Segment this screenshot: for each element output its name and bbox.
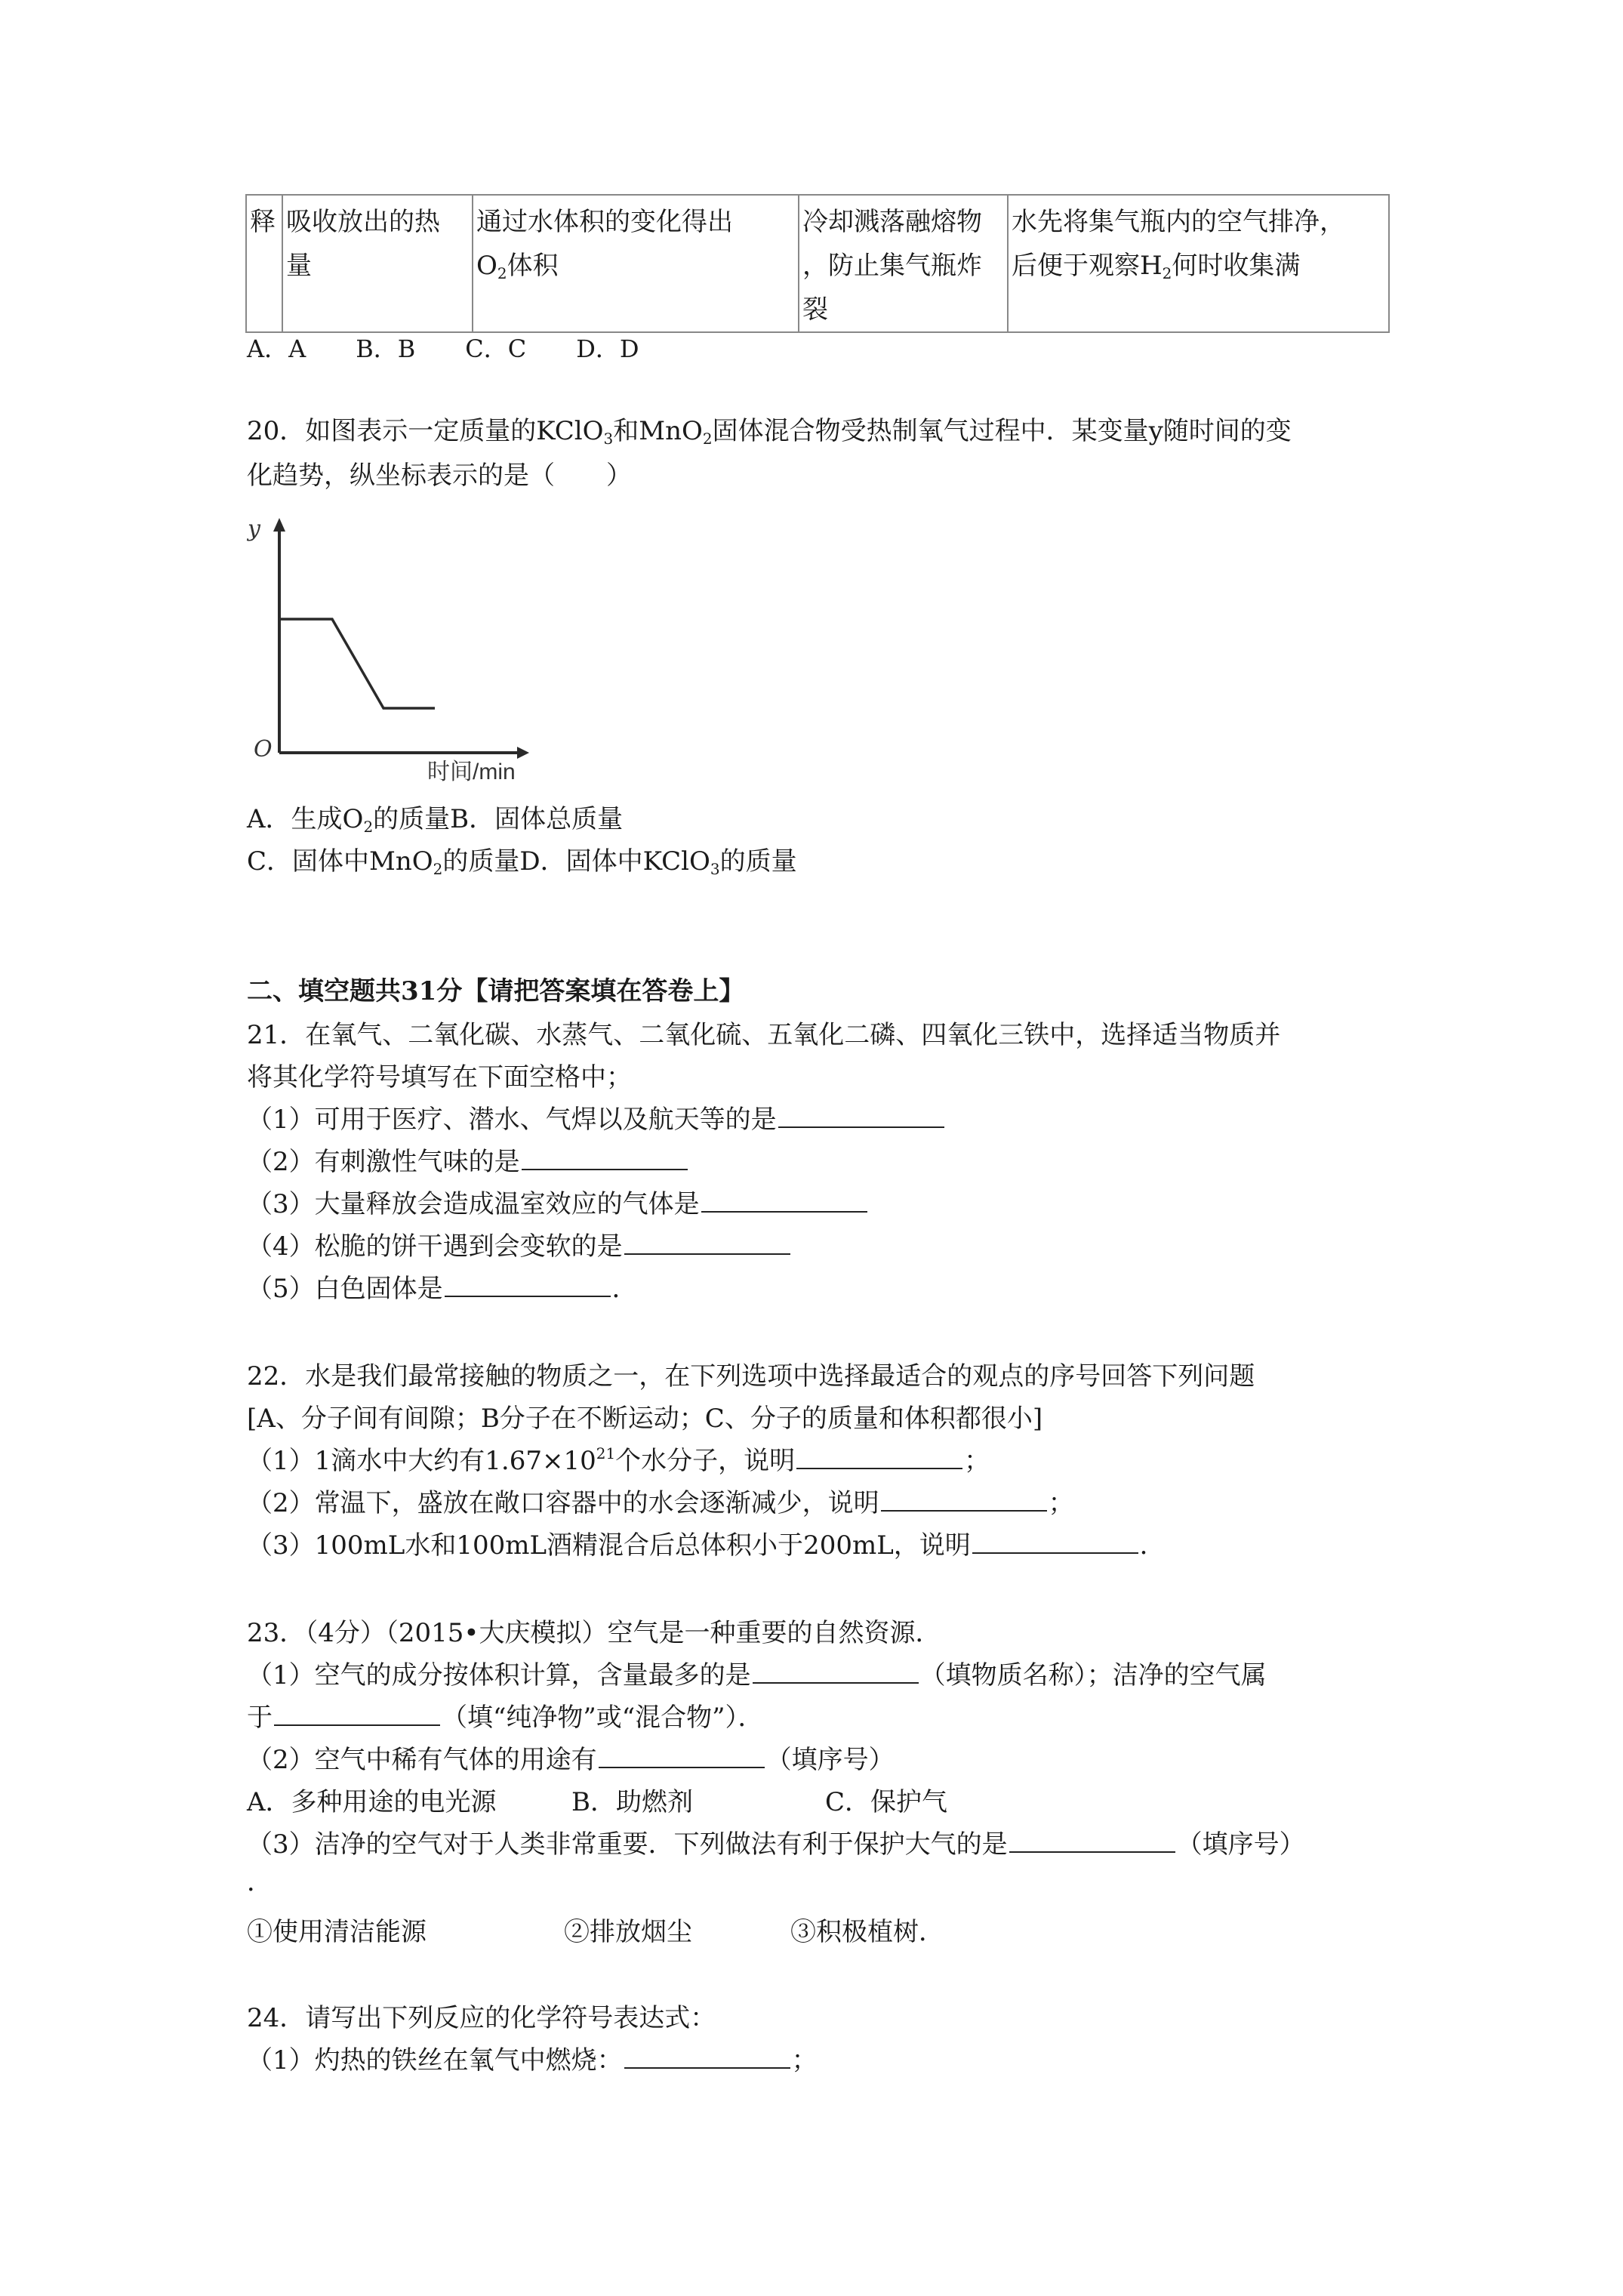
option-d[interactable]: D．D bbox=[576, 334, 639, 363]
answer-blank[interactable] bbox=[881, 1487, 1047, 1512]
table-cell: 通过水体积的变化得出 $O_2$体积 bbox=[473, 195, 799, 332]
option-a[interactable]: A．多种用途的电光源 bbox=[247, 1787, 497, 1817]
q23-item-3: （3）洁净的空气对于人类非常重要．下列做法有利于保护大气的是 （填序号） bbox=[247, 1829, 1305, 1860]
answer-blank[interactable] bbox=[972, 1530, 1138, 1554]
option-a[interactable]: A．A bbox=[247, 334, 306, 363]
q20-options-cd bbox=[247, 844, 797, 879]
answer-blank[interactable] bbox=[624, 2045, 790, 2069]
table-cell: 水先将集气瓶内的空气排净， 后便于观察$H_2$何时收集满 bbox=[1008, 195, 1389, 332]
answer-blank[interactable] bbox=[522, 1146, 688, 1170]
q23-item-2: （2）空气中稀有气体的用途有 （填序号） bbox=[247, 1745, 895, 1775]
q21-stem-line2: 将其化学符号填写在下面空格中； bbox=[247, 1062, 632, 1093]
q21-stem-line1: 21．在氧气、二氧化碳、水蒸气、二氧化硫、五氧化二磷、四氧化三铁中，选择适当物质并 bbox=[247, 1020, 1281, 1050]
table-cell: 冷却溅落融熔物 ，防止集气瓶炸 裂 bbox=[799, 195, 1008, 332]
answer-blank[interactable] bbox=[778, 1104, 944, 1128]
q22-item-1: （1）1滴水中大约有$1.67\times 10^{21}$个水分子，说明 ； bbox=[247, 1444, 990, 1476]
q20-options-ab bbox=[247, 802, 623, 837]
series-line bbox=[281, 619, 435, 708]
q22-item-2: （2）常温下，盛放在敞口容器中的水会逐渐减少，说明 ； bbox=[247, 1488, 1074, 1518]
option-c[interactable]: C．保护气 bbox=[825, 1787, 948, 1817]
answer-blank[interactable] bbox=[624, 1231, 790, 1255]
q23-item-2-options bbox=[247, 1785, 947, 1820]
q21-item-3: （3）大量释放会造成温室效应的气体是 bbox=[247, 1187, 869, 1222]
q21-item-1: （1）可用于医疗、潜水、气焊以及航天等的是 bbox=[247, 1102, 946, 1137]
table-cell: 释 bbox=[246, 195, 282, 332]
q23-stem: 23．（4分）（2015•大庆模拟）空气是一种重要的自然资源． bbox=[247, 1618, 941, 1648]
answer-blank[interactable] bbox=[445, 1273, 611, 1297]
option-d[interactable]: D．固体中KClO$_3$的质量 bbox=[519, 846, 797, 878]
answer-blank[interactable] bbox=[701, 1188, 867, 1213]
answer-blank[interactable] bbox=[753, 1660, 919, 1684]
option-b[interactable]: B．助燃剂 bbox=[571, 1787, 693, 1817]
q21-item-5: （5）白色固体是 ． bbox=[247, 1274, 638, 1304]
answer-blank[interactable] bbox=[274, 1702, 440, 1726]
q22-choices: [A、分子间有间隙；B分子在不断运动；C、分子的质量和体积都很小] bbox=[247, 1404, 1043, 1434]
q22-stem: 22．水是我们最常接触的物质之一，在下列选项中选择最适合的观点的序号回答下列问题 bbox=[247, 1361, 1255, 1391]
option-b[interactable]: B．B bbox=[356, 334, 416, 363]
q20-chart bbox=[242, 513, 559, 785]
option-c[interactable]: C．固体中MnO$_2$的质量 bbox=[247, 846, 520, 878]
q23-item-3-dot: ． bbox=[247, 1867, 273, 1897]
x-axis-label: 时间/min bbox=[427, 760, 516, 784]
y-axis-arrow bbox=[273, 518, 285, 532]
q21-item-4: （4）松脆的饼干遇到会变软的是 bbox=[247, 1229, 792, 1264]
q19-options bbox=[247, 332, 689, 365]
option-b[interactable]: B．固体总质量 bbox=[450, 804, 624, 834]
answer-blank[interactable] bbox=[599, 1744, 765, 1768]
option-1[interactable]: ①使用清洁能源 bbox=[247, 1917, 427, 1947]
q19-answer-table bbox=[245, 194, 1390, 333]
option-c[interactable]: C．C bbox=[465, 334, 527, 363]
answer-blank[interactable] bbox=[1009, 1829, 1175, 1853]
q21-item-2: （2）有刺激性气味的是 bbox=[247, 1145, 689, 1179]
q23-item-3-options bbox=[247, 1915, 944, 1949]
table-row bbox=[246, 195, 1389, 332]
q20-stem-line2: 化趋势，纵坐标表示的是（ ） bbox=[247, 461, 632, 491]
answer-blank[interactable] bbox=[796, 1445, 962, 1469]
option-3[interactable]: ③积极植树． bbox=[790, 1917, 944, 1947]
y-axis-label: y bbox=[248, 516, 260, 542]
q24-item-1: （1）灼热的铁丝在氧气中燃烧： ； bbox=[247, 2045, 818, 2076]
q23-item-1b: 于 （填“纯净物”或“混合物”）． bbox=[247, 1703, 764, 1733]
table-cell: 吸收放出的热 量 bbox=[282, 195, 473, 332]
q20-stem-line1: 20．如图表示一定质量的KClO$_3$和MnO$_2$固体混合物受热制氧气过程中．某变量y随时间的变 bbox=[247, 416, 1292, 448]
option-a[interactable]: A．生成$O_2$的质量 bbox=[247, 804, 451, 836]
origin-label: O bbox=[254, 736, 273, 763]
section-title: 二、填空题共31分【请把答案填在答卷上】 bbox=[247, 976, 745, 1006]
q23-item-1: （1）空气的成分按体积计算，含量最多的是 （填物质名称）；洁净的空气属 bbox=[247, 1660, 1267, 1690]
option-2[interactable]: ②排放烟尘 bbox=[564, 1917, 692, 1947]
q24-stem: 24．请写出下列反应的化学符号表达式： bbox=[247, 2003, 716, 2033]
q22-item-3: （3）100mL水和100mL酒精混合后总体积小于200mL，说明 ． bbox=[247, 1530, 1166, 1561]
x-axis-arrow bbox=[517, 747, 529, 759]
